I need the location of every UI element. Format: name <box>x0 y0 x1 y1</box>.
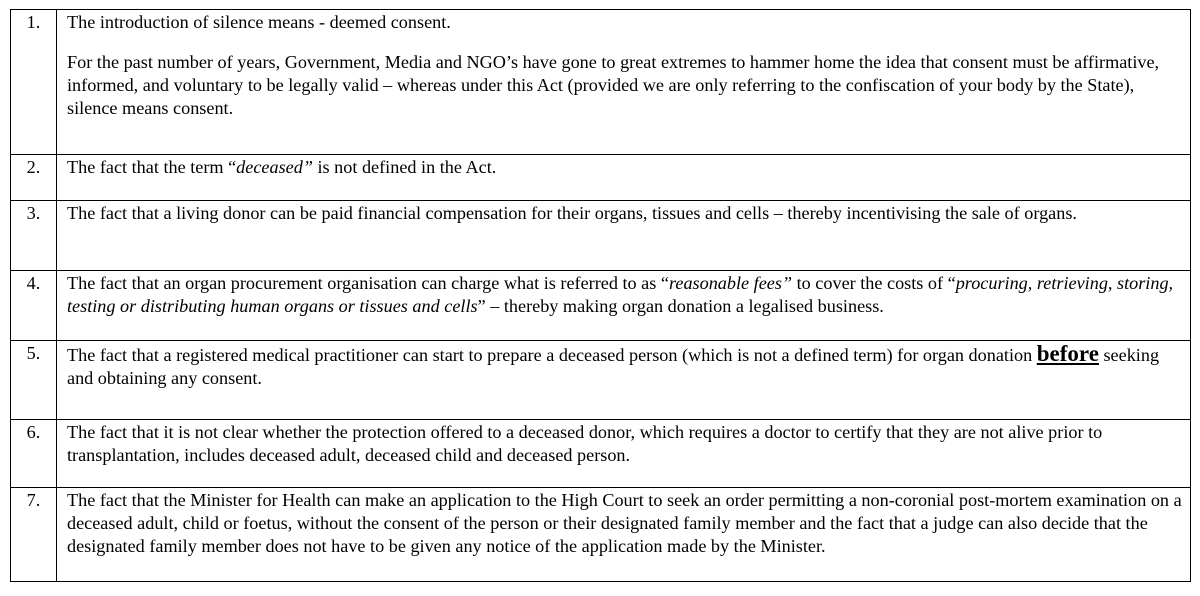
table-row <box>11 341 1191 420</box>
text-segment: The fact that a registered medical practitioner can start to prepare a deceased person (which is not a defined term) for organ donation <box>67 345 1037 365</box>
table-row <box>11 420 1191 488</box>
row-text: The fact that a living donor can be paid financial compensation for their organs, tissues and cells – thereby incentivising the sale of organs. <box>57 201 1191 271</box>
row-text: The fact that it is not clear whether the protection offered to a deceased donor, which requires a doctor to certify that they are not alive prior to transplantation, includes deceased adult, deceased child and deceased person. <box>57 420 1191 488</box>
row-number: 3. <box>11 201 57 271</box>
row-number: 6. <box>11 420 57 488</box>
text-segment: to cover the costs of “ <box>792 273 956 293</box>
row-heading: The introduction of silence means - deemed consent. <box>67 12 451 32</box>
row-text: The fact that the Minister for Health can make an application to the High Court to seek an order permitting a non-coronial post-mortem examination on a deceased adult, child or foetus, without the consent of the person or their designated family member and the fact that a judge can also decide that the designated family member does not have to be given any notice of the application made by the Minister. <box>57 488 1191 582</box>
row-number: 1. <box>11 10 57 155</box>
italic-term: reasonable fees” <box>668 273 793 293</box>
row-number: 2. <box>11 155 57 201</box>
table-row <box>11 488 1191 582</box>
row-number: 7. <box>11 488 57 582</box>
text-segment: The fact that an organ procurement organisation can charge what is referred to as “ <box>67 273 669 293</box>
text-segment: seeking and obtaining any consent. <box>67 345 1160 388</box>
row-text <box>57 341 1191 420</box>
table-row <box>11 155 1191 201</box>
concerns-table <box>10 9 1191 582</box>
text-segment: is not defined in the Act. <box>312 157 497 177</box>
italic-quote: procuring, retrieving, storing, testing or distributing human organs or tissues and cells <box>67 273 1174 316</box>
text-segment: ” – thereby making organ donation a legalised business. <box>477 296 884 316</box>
italic-term: deceased” <box>236 157 313 177</box>
table-row <box>11 271 1191 341</box>
row-text <box>57 271 1191 341</box>
table-row <box>11 201 1191 271</box>
emphasis-word: before <box>1036 341 1099 366</box>
row-number: 5. <box>11 341 57 420</box>
row-text <box>57 10 1191 155</box>
row-number: 4. <box>11 271 57 341</box>
row-body: For the past number of years, Government, Media and NGO’s have gone to great extremes to hammer home the idea that consent must be affirmative, informed, and voluntary to be legally valid – whereas under this Act (provided we are only referring to the confiscation of your body by the State), silence means consent. <box>67 52 1160 118</box>
text-segment: The fact that the term “ <box>67 157 237 177</box>
row-text <box>57 155 1191 201</box>
table-row <box>11 10 1191 155</box>
